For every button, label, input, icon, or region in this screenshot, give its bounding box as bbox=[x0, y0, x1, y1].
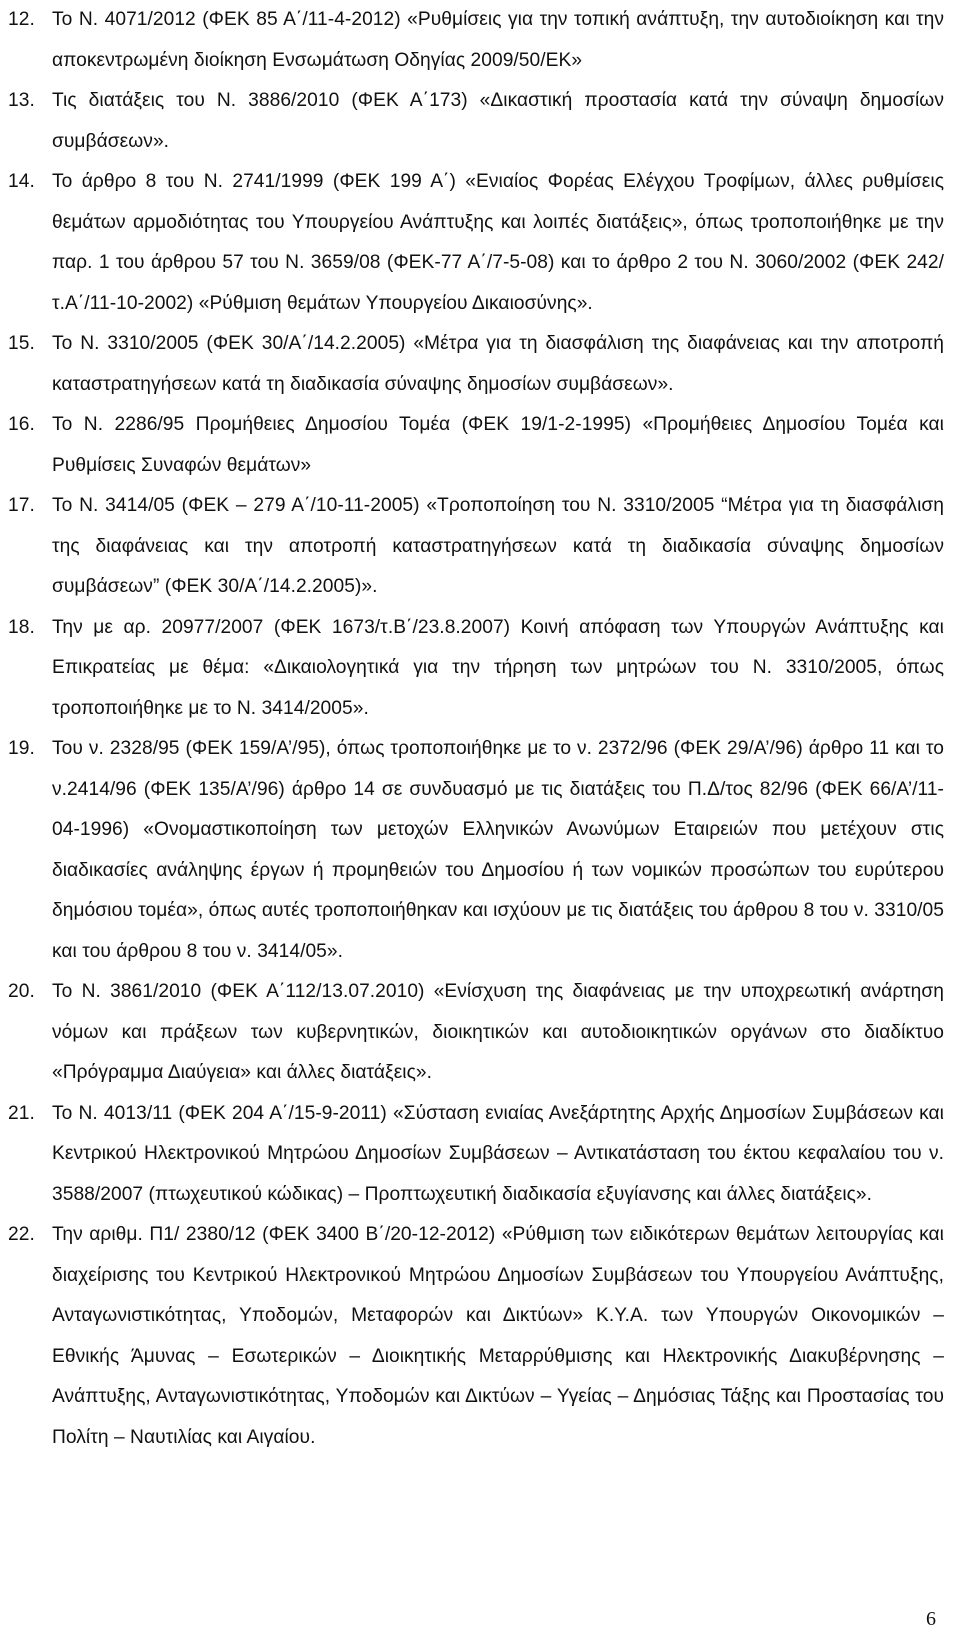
item-text: Την αριθμ. Π1/ 2380/12 (ΦΕΚ 3400 Β΄/20-12-2012) «Ρύθμιση των ειδικότερων θεμάτων λειτουργίας και διαχείρισης του Κεντρικού Ηλεκτρονικού Μητρώου Δημοσίων Συμβάσεων του Υπουργείου Ανάπτυξης, Ανταγωνιστικότητας, Υποδομών, Μεταφορών και Δικτύων» Κ.Υ.Α. των Υπουργών Οικονομικών – Εθνικής Άμυνας – Εσωτερικών – Διοικητικής Μεταρρύθμισης και Ηλεκτρονικής Διακυβέρνησης – Ανάπτυξης, Ανταγωνιστικότητας, Υποδομών και Δικτύων – Υγείας – Δημόσιας Τάξης και Προστασίας του Πολίτη – Ναυτιλίας και Αιγαίου. bbox=[52, 1224, 944, 1448]
item-number: 16. bbox=[8, 414, 35, 435]
item-number: 18. bbox=[8, 616, 35, 638]
item-text: Τις διατάξεις του Ν. 3886/2010 (ΦΕΚ Α΄173) «Δικαστική προστασία κατά την σύναψη δημοσίων συμβάσεων». bbox=[52, 90, 944, 152]
item-text: Το Ν. 4013/11 (ΦΕΚ 204 Α΄/15-9-2011) «Σύσταση ενιαίας Ανεξάρτητης Αρχής Δημοσίων Συμβάσεων και Κεντρικού Ηλεκτρονικού Μητρώου Δημοσίων Συμβάσεων – Αντικατάσταση του έκτου κεφαλαίου του ν. 3588/2007 (πτωχευτικού κώδικας) – Προπτωχευτική διαδικασία εξυγίανσης και άλλες διατάξεις». bbox=[52, 1102, 944, 1205]
item-text: Το Ν. 3310/2005 (ΦΕΚ 30/Α΄/14.2.2005) «Μέτρα για τη διασφάλιση της διαφάνειας και την αποτροπή καταστρατηγήσεων κατά τη διαδικασία σύναψης δημοσίων συμβάσεων». bbox=[52, 333, 944, 395]
list-item bbox=[0, 162, 960, 324]
list-item bbox=[0, 1094, 960, 1216]
item-number: 15. bbox=[8, 333, 35, 354]
item-text: Την με αρ. 20977/2007 (ΦΕΚ 1673/τ.Β΄/23.8.2007) Κοινή απόφαση των Υπουργών Ανάπτυξης και Επικρατείας με θέμα: «Δικαιολογητικά για την τήρηση των μητρώων του Ν. 3310/2005, όπως τροποποιήθηκε με το Ν. 3414/2005». bbox=[52, 616, 944, 719]
list-item bbox=[0, 1215, 960, 1458]
list-item bbox=[0, 729, 960, 972]
page-number: 6 bbox=[926, 1608, 936, 1630]
item-number: 14. bbox=[8, 171, 35, 192]
item-number: 12. bbox=[8, 9, 35, 30]
item-text: Το Ν. 2286/95 Προμήθειες Δημοσίου Τομέα (ΦΕΚ 19/1-2-1995) «Προμήθειες Δημοσίου Τομέα και Ρυθμίσεις Συναφών θεμάτων» bbox=[52, 414, 944, 476]
item-text: Του ν. 2328/95 (ΦΕΚ 159/Α’/95), όπως τροποποιήθηκε με το ν. 2372/96 (ΦΕΚ 29/Α’/96) άρθρο 11 και το ν.2414/96 (ΦΕΚ 135/Α’/96) άρθρο 14 σε συνδυασμό με τις διατάξεις του Π.Δ/τος 82/96 (ΦΕΚ 66/Α’/11-04-1996) «Ονομαστικοποίηση των μετοχών Ελληνικών Ανωνύμων Εταιρειών που μετέχουν στις διαδικασίες ανάληψης έργων ή προμηθειών του Δημοσίου ή των νομικών προσώπων του ευρύτερου δημόσιου τομέα», όπως αυτές τροποποιήθηκαν και ισχύουν με τις διατάξεις του άρθρου 8 του ν. 3310/05 και του άρθρου 8 του ν. 3414/05». bbox=[52, 738, 944, 962]
item-text: Το Ν. 3861/2010 (ΦΕΚ Α΄112/13.07.2010) «Ενίσχυση της διαφάνειας με την υποχρεωτική ανάρτηση νόμων και πράξεων των κυβερνητικών, διοικητικών και αυτοδιοικητικών οργάνων στο διαδίκτυο «Πρόγραμμα Διαύγεια» και άλλες διατάξεις». bbox=[52, 981, 944, 1083]
list-item bbox=[0, 0, 960, 81]
list-item bbox=[0, 405, 960, 486]
item-text: Το Ν. 3414/05 (ΦΕΚ – 279 Α΄/10-11-2005) «Τροποποίηση του Ν. 3310/2005 “Μέτρα για τη διασφάλιση της διαφάνειας και την αποτροπή καταστρατηγήσεων κατά τη διαδικασία σύναψης δημοσίων συμβάσεων” (ΦΕΚ 30/Α΄/14.2.2005)». bbox=[52, 495, 944, 597]
list-item bbox=[0, 81, 960, 162]
item-number: 19. bbox=[8, 738, 35, 759]
item-number: 20. bbox=[8, 981, 35, 1002]
item-number: 13. bbox=[8, 90, 35, 111]
list-item bbox=[0, 486, 960, 608]
list-item bbox=[0, 608, 960, 730]
item-number: 21. bbox=[8, 1102, 35, 1124]
list-item bbox=[0, 324, 960, 405]
item-number: 17. bbox=[8, 495, 35, 516]
list-item bbox=[0, 972, 960, 1094]
item-text: Το άρθρο 8 του Ν. 2741/1999 (ΦΕΚ 199 Α΄) «Ενιαίος Φορέας Ελέγχου Τροφίμων, άλλες ρυθμίσεις θεμάτων αρμοδιότητας του Υπουργείου Ανάπτυξης και λοιπές διατάξεις», όπως τροποποιήθηκε με την παρ. 1 του άρθρου 57 του Ν. 3659/08 (ΦΕΚ-77 Α΄/7-5-08) και το άρθρο 2 του Ν. 3060/2002 (ΦΕΚ 242/τ.Α΄/11-10-2002) «Ρύθμιση θεμάτων Υπουργείου Δικαιοσύνης». bbox=[52, 171, 944, 314]
item-text: Το Ν. 4071/2012 (ΦΕΚ 85 Α΄/11-4-2012) «Ρυθμίσεις για την τοπική ανάπτυξη, την αυτοδιοίκηση και την αποκεντρωμένη διοίκηση Ενσωμάτωση Οδηγίας 2009/50/ΕΚ» bbox=[52, 9, 944, 71]
item-number: 22. bbox=[8, 1224, 35, 1245]
